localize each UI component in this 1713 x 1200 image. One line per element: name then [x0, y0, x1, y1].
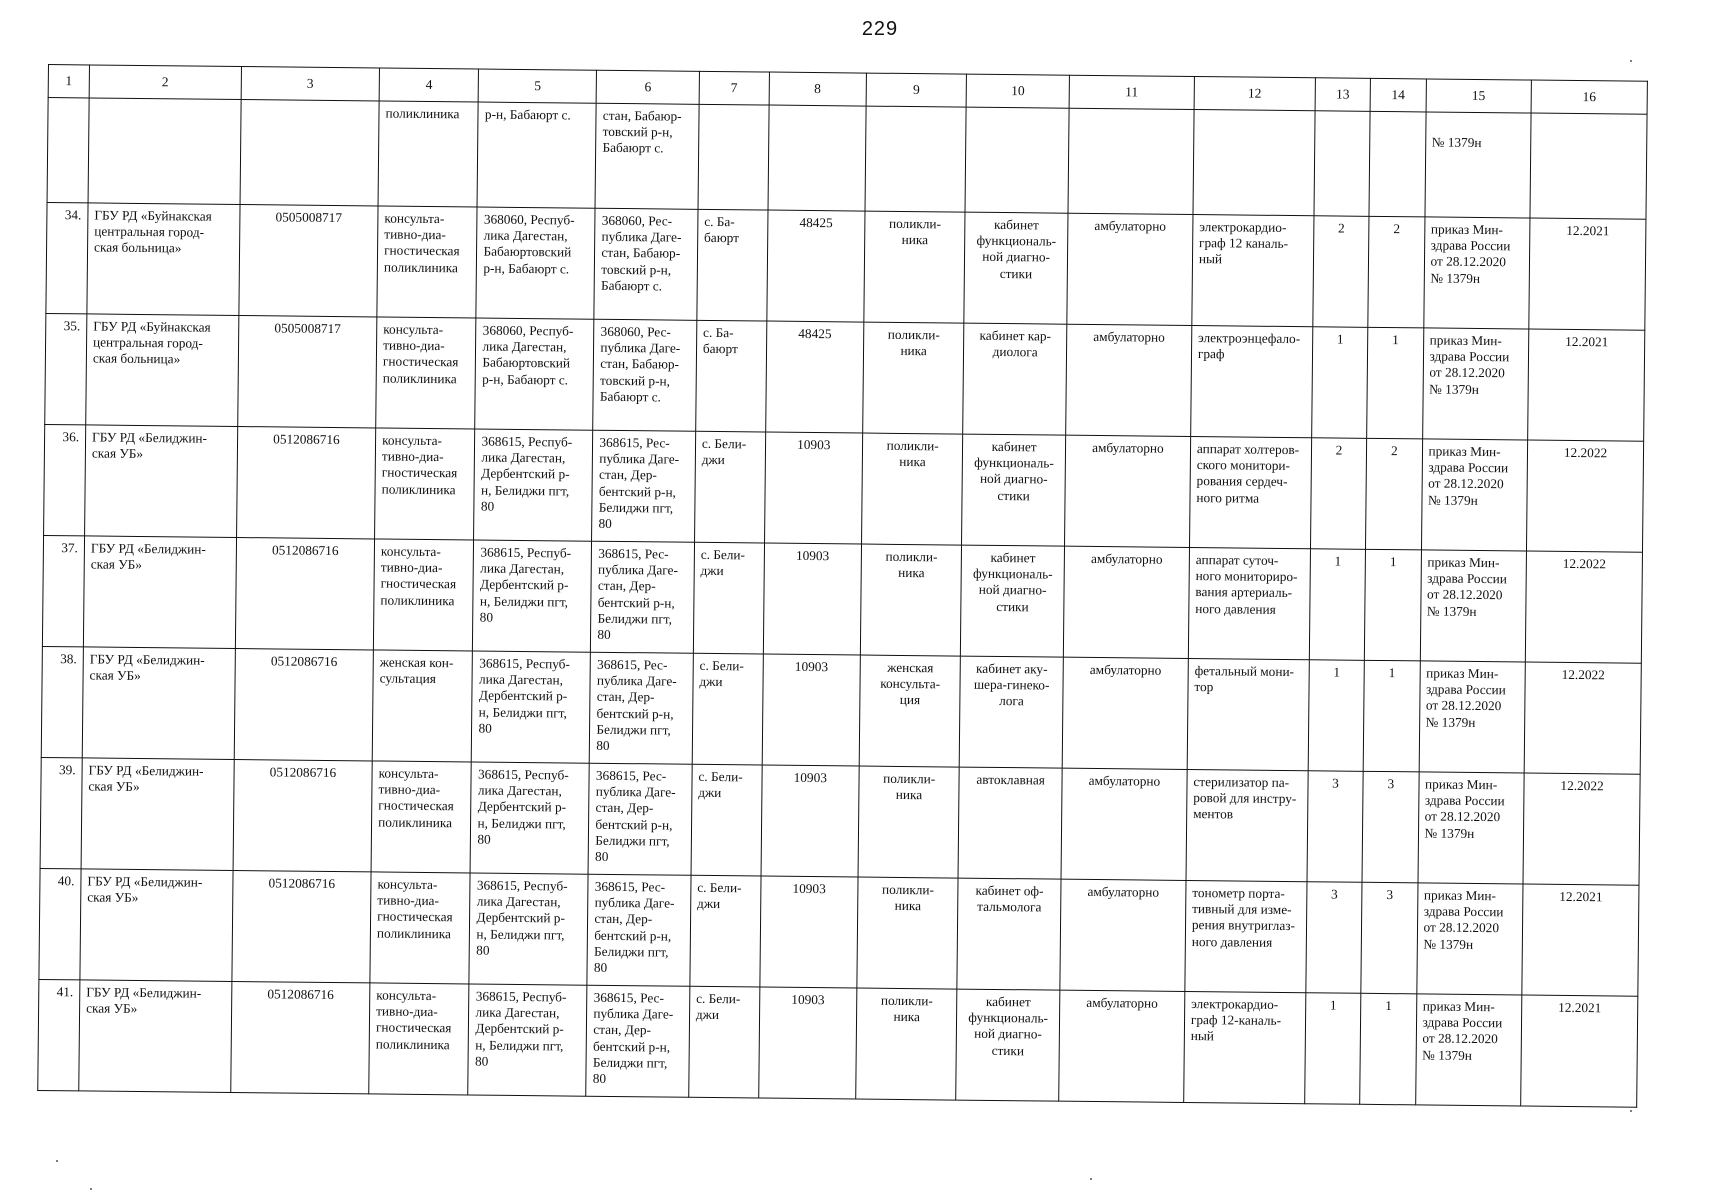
cell-unit: поликли- ника: [860, 544, 962, 656]
cell-unit: поликли- ника: [863, 322, 965, 434]
cell-unit: поликли- ника: [858, 766, 960, 878]
table-row: [39, 868, 1639, 996]
cell-unit: поликли- ника: [857, 877, 959, 989]
cell-address: р-н, Бабаюрт с.: [478, 102, 597, 208]
continuation-row: [47, 98, 1647, 220]
cell-locality: с. Бели- джи: [692, 653, 763, 765]
cell-row-number: 38.: [41, 646, 83, 757]
cell-address: 368615, Респуб- лика Дагестан, Дербентский р- н, Белиджи пгт, 80: [474, 429, 593, 541]
cell-quantity-needed: 3: [1307, 771, 1364, 883]
cell-equipment: стерилизатор па- ровой для инстру- ментов: [1186, 769, 1308, 881]
scan-speck: [1630, 60, 1632, 62]
cell-date: 12.2021: [1521, 995, 1638, 1107]
table-row: [45, 313, 1645, 441]
cell-organization: ГБУ РД «Белиджин- ская УБ»: [83, 536, 236, 649]
cell-legal-address: 368060, Рес- публика Даге- стан, Бабаюр- товский р-н, Бабаюрт с.: [593, 319, 697, 431]
scan-speck: [56, 1160, 58, 1162]
cell-address: 368060, Респуб- лика Дагестан, Бабаюртовский р-н, Бабаюрт с.: [476, 207, 595, 319]
scan-speck: [1630, 1110, 1632, 1112]
cell-room: кабинет функциональ- ной диагно- стики: [956, 989, 1060, 1101]
column-header: 11: [1069, 75, 1194, 109]
cell-locality: с. Ба- баюрт: [696, 320, 767, 432]
cell-date: 12.2022: [1527, 440, 1644, 552]
cell-empty: [965, 107, 1069, 213]
cell-mode: амбулаторно: [1064, 435, 1190, 547]
table-row: [38, 979, 1638, 1107]
cell-order: приказ Мин- здрава России от 28.12.2020 № 1379н: [1423, 217, 1530, 329]
cell-empty: [88, 98, 241, 205]
cell-legal-address: 368615, Рес- публика Даге- стан, Дер- бентский р-н, Белиджи пгт, 80: [590, 652, 694, 764]
column-header: 10: [966, 74, 1069, 108]
cell-organization: ГБУ РД «Буйнакская центральная город- ская больница»: [87, 203, 240, 316]
cell-legal-address: 368060, Рес- публика Даге- стан, Бабаюр- товский р-н, Бабаюрт с.: [594, 208, 698, 320]
cell-facility-type: консульта- тивно-диа- гностическая поликлиника: [377, 206, 478, 318]
cell-mode: амбулаторно: [1063, 546, 1189, 658]
cell-inn: 0512086716: [232, 870, 372, 982]
column-header: 9: [866, 73, 967, 107]
cell-equipment: тонометр порта- тивный для изме- рения внутриглаз- ного давления: [1185, 880, 1307, 992]
cell-room: кабинет кар- диолога: [963, 323, 1067, 435]
equipment-table: [37, 64, 1648, 1108]
cell-row-number: 39.: [40, 757, 82, 868]
scan-speck: [1090, 1178, 1092, 1180]
cell-inn: 0512086716: [236, 427, 376, 539]
cell-facility-type: поликлиника: [378, 101, 479, 207]
cell-population: 10903: [762, 654, 861, 766]
cell-date: 12.2022: [1523, 773, 1640, 885]
cell-quantity-needed: 1: [1308, 660, 1365, 772]
cell-unit: поликли- ника: [861, 433, 963, 545]
cell-population: 10903: [758, 987, 857, 1099]
cell-date: 12.2021: [1528, 329, 1645, 441]
cell-quantity-planned: 1: [1365, 549, 1422, 661]
cell-order: приказ Мин- здрава России от 28.12.2020 № 1379н: [1420, 550, 1527, 662]
cell-organization: ГБУ РД «Белиджин- ская УБ»: [80, 869, 233, 982]
cell-mode: амбулаторно: [1061, 768, 1187, 880]
cell-inn: 0505008717: [237, 316, 377, 428]
cell-quantity-needed: 3: [1306, 882, 1363, 994]
cell-quantity-planned: 1: [1363, 660, 1420, 772]
cell-inn: 0512086716: [230, 981, 370, 1093]
column-header: 2: [89, 65, 241, 100]
cell-facility-type: консульта- тивно-диа- гностическая поликлиника: [373, 539, 474, 651]
cell-empty: [47, 98, 89, 203]
cell-row-number: 34.: [46, 202, 88, 313]
cell-mode: амбулаторно: [1066, 324, 1192, 436]
cell-quantity-needed: 2: [1313, 216, 1370, 328]
page-number: 229: [861, 18, 899, 40]
cell-mode: амбулаторно: [1059, 990, 1185, 1102]
cell-population: 10903: [763, 543, 862, 655]
column-header: 14: [1370, 78, 1426, 112]
cell-order: № 1379н: [1425, 112, 1532, 218]
cell-equipment: фетальный мони- тор: [1187, 658, 1309, 770]
cell-equipment: электроэнцефало- граф: [1191, 325, 1313, 437]
cell-date: 12.2022: [1524, 662, 1641, 774]
cell-inn: 0512086716: [234, 648, 374, 760]
cell-quantity-needed: 2: [1310, 438, 1367, 550]
cell-empty: [1369, 111, 1425, 217]
cell-date: 12.2022: [1525, 551, 1642, 663]
column-header: 7: [699, 71, 769, 105]
cell-locality: с. Бели- джи: [694, 431, 765, 543]
cell-row-number: 36.: [44, 424, 86, 535]
cell-locality: с. Бели- джи: [693, 542, 764, 654]
cell-population: 10903: [759, 876, 858, 988]
cell-mode: амбулаторно: [1060, 879, 1186, 991]
cell-facility-type: консульта- тивно-диа- гностическая поликлиника: [371, 761, 472, 873]
table-row: [40, 757, 1640, 885]
cell-organization: ГБУ РД «Белиджин- ская УБ»: [85, 425, 238, 538]
cell-address: 368615, Респуб- лика Дагестан, Дербентский р- н, Белиджи пгт, 80: [471, 762, 590, 874]
cell-population: 48425: [765, 321, 864, 433]
column-header: 12: [1194, 77, 1315, 111]
cell-room: автоклавная: [958, 767, 1062, 879]
cell-room: кабинет аку- шера-гинеко- лога: [960, 656, 1064, 768]
cell-room: кабинет функциональ- ной диагно- стики: [962, 434, 1066, 546]
cell-unit: поликли- ника: [864, 211, 966, 323]
cell-facility-type: консульта- тивно-диа- гностическая поликлиника: [370, 872, 471, 984]
cell-inn: 0512086716: [235, 537, 375, 649]
table-row: [41, 646, 1641, 774]
cell-order: приказ Мин- здрава России от 28.12.2020 № 1379н: [1418, 772, 1525, 884]
cell-legal-address: 368615, Рес- публика Даге- стан, Дер- бентский р-н, Белиджи пгт, 80: [591, 541, 695, 653]
cell-quantity-planned: 1: [1367, 327, 1424, 439]
cell-row-number: 40.: [39, 868, 81, 979]
cell-locality: с. Ба- баюрт: [697, 209, 768, 321]
cell-order: приказ Мин- здрава России от 28.12.2020 № 1379н: [1415, 994, 1522, 1106]
table-row: [46, 202, 1646, 330]
cell-quantity-needed: 1: [1309, 549, 1366, 661]
column-header: 8: [769, 72, 867, 106]
column-header: 4: [379, 68, 479, 102]
cell-quantity-planned: 3: [1361, 882, 1418, 994]
column-header: 3: [241, 67, 380, 101]
cell-address: 368615, Респуб- лика Дагестан, Дербентский р- н, Белиджи пгт, 80: [473, 540, 592, 652]
column-header: 5: [479, 69, 597, 103]
cell-empty: [1193, 110, 1315, 216]
cell-date: 12.2021: [1529, 218, 1646, 330]
cell-order: приказ Мин- здрава России от 28.12.2020 № 1379н: [1422, 328, 1529, 440]
cell-legal-address: 368615, Рес- публика Даге- стан, Дер- бентский р-н, Белиджи пгт, 80: [588, 763, 692, 875]
cell-mode: амбулаторно: [1062, 657, 1188, 769]
cell-order: приказ Мин- здрава России от 28.12.2020 № 1379н: [1421, 439, 1528, 551]
cell-population: 48425: [766, 210, 865, 322]
cell-address: 368615, Респуб- лика Дагестан, Дербентский р- н, Белиджи пгт, 80: [469, 873, 588, 985]
cell-population: 10903: [764, 432, 863, 544]
cell-locality: с. Бели- джи: [689, 986, 760, 1098]
cell-organization: ГБУ РД «Буйнакская центральная город- ская больница»: [86, 314, 239, 427]
cell-empty: [768, 105, 866, 211]
cell-population: 10903: [761, 765, 860, 877]
cell-room: кабинет функциональ- ной диагно- стики: [961, 545, 1065, 657]
column-header: 6: [596, 70, 699, 104]
cell-empty: [698, 104, 769, 210]
cell-row-number: 37.: [42, 535, 84, 646]
cell-quantity-planned: 2: [1368, 216, 1425, 328]
cell-facility-type: консульта- тивно-диа- гностическая поликлиника: [376, 317, 477, 429]
cell-quantity-planned: 1: [1360, 993, 1417, 1105]
scan-speck: [90, 1188, 92, 1190]
cell-organization: ГБУ РД «Белиджин- ская УБ»: [82, 647, 235, 760]
cell-row-number: 35.: [45, 313, 87, 424]
cell-empty: [865, 106, 967, 212]
cell-address: 368060, Респуб- лика Дагестан, Бабаюртовский р-н, Бабаюрт с.: [475, 318, 594, 430]
cell-room: кабинет функциональ- ной диагно- стики: [964, 212, 1068, 324]
cell-empty: [1068, 108, 1194, 214]
cell-legal-address: 368615, Рес- публика Даге- стан, Дер- бентский р-н, Белиджи пгт, 80: [592, 430, 696, 542]
cell-quantity-planned: 2: [1366, 438, 1423, 550]
cell-legal-address: стан, Бабаюр- товский р-н, Бабаюрт с.: [595, 103, 699, 209]
cell-room: кабинет оф- тальмолога: [957, 878, 1061, 990]
cell-equipment: аппарат холтеров- ского монитори- рования сердеч- ного ритма: [1189, 436, 1311, 548]
cell-order: приказ Мин- здрава России от 28.12.2020 № 1379н: [1419, 661, 1526, 773]
cell-equipment: электрокардио- граф 12-каналь- ный: [1184, 991, 1306, 1103]
cell-organization: ГБУ РД «Белиджин- ская УБ»: [79, 980, 232, 1093]
cell-quantity-needed: 1: [1305, 993, 1362, 1105]
cell-inn: 0505008717: [239, 205, 379, 317]
column-header: 13: [1315, 78, 1371, 112]
cell-unit: женская консульта- ция: [859, 655, 961, 767]
cell-facility-type: консульта- тивно-диа- гностическая поликлиника: [369, 983, 470, 1095]
cell-row-number: 41.: [38, 979, 80, 1090]
cell-inn: 0512086716: [233, 759, 373, 871]
cell-legal-address: 368615, Рес- публика Даге- стан, Дер- бентский р-н, Белиджи пгт, 80: [586, 985, 690, 1097]
column-header: 1: [48, 65, 89, 98]
cell-legal-address: 368615, Рес- публика Даге- стан, Дер- бентский р-н, Белиджи пгт, 80: [587, 874, 691, 986]
table-row: [44, 424, 1644, 552]
cell-quantity-needed: 1: [1311, 327, 1368, 439]
cell-address: 368615, Респуб- лика Дагестан, Дербентский р- н, Белиджи пгт, 80: [468, 984, 587, 1096]
column-header: 16: [1531, 80, 1647, 114]
cell-empty: [1530, 113, 1647, 219]
cell-quantity-planned: 3: [1362, 771, 1419, 883]
table-body: [38, 65, 1648, 1108]
cell-address: 368615, Респуб- лика Дагестан, Дербентский р- н, Белиджи пгт, 80: [472, 651, 591, 763]
cell-organization: ГБУ РД «Белиджин- ская УБ»: [81, 758, 234, 871]
cell-date: 12.2021: [1522, 884, 1639, 996]
cell-locality: с. Бели- джи: [690, 875, 761, 987]
cell-facility-type: консульта- тивно-диа- гностическая поликлиника: [375, 428, 476, 540]
cell-empty: [1314, 111, 1370, 217]
cell-locality: с. Бели- джи: [691, 764, 762, 876]
cell-unit: поликли- ника: [856, 988, 958, 1100]
cell-mode: амбулаторно: [1067, 213, 1193, 325]
cell-order: приказ Мин- здрава России от 28.12.2020 № 1379н: [1416, 883, 1523, 995]
cell-empty: [240, 100, 379, 206]
table-row: [42, 535, 1642, 663]
column-header: 15: [1426, 79, 1532, 113]
equipment-table-wrapper: [37, 64, 1648, 1108]
cell-equipment: аппарат суточ- ного мониториро- вания артериаль- ного давления: [1188, 547, 1310, 659]
cell-equipment: электрокардио- граф 12 каналь- ный: [1192, 214, 1314, 326]
cell-facility-type: женская кон- сультация: [372, 650, 473, 762]
